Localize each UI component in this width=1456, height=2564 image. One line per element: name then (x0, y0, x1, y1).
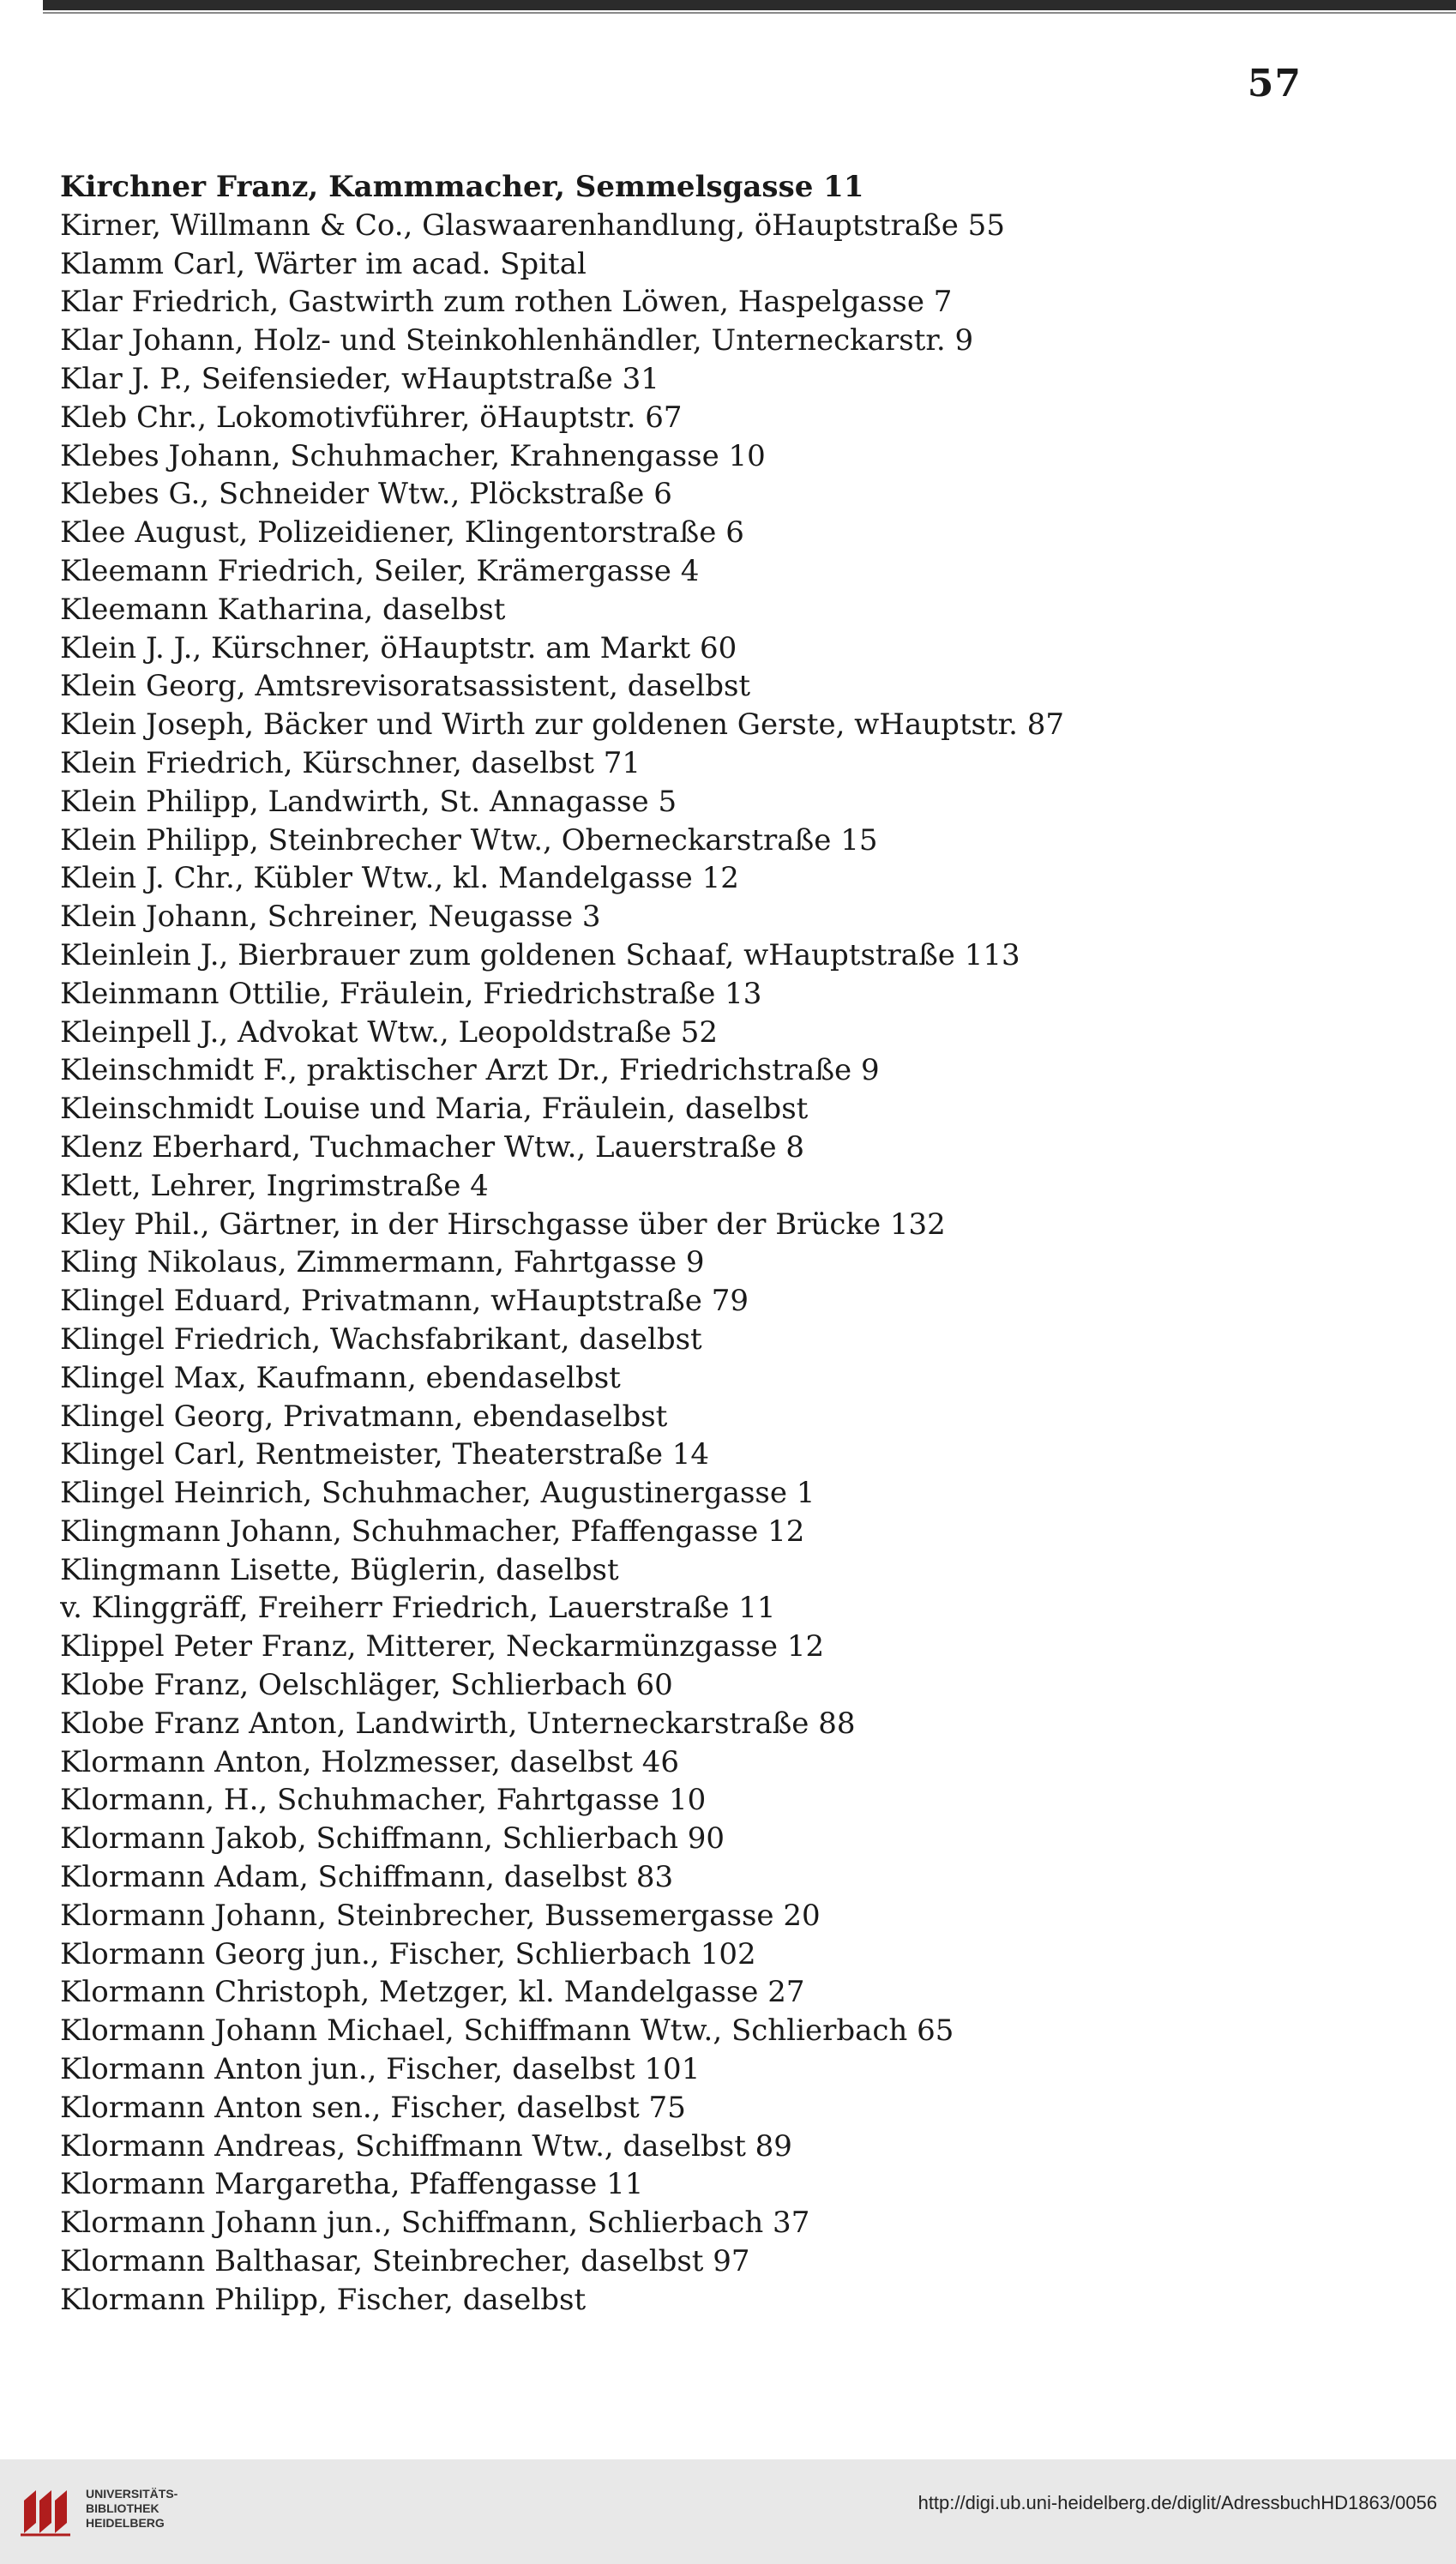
directory-entry: Klein Joseph, Bäcker und Wirth zur goldenen Gerste, wHauptstr. 87 (60, 707, 1065, 743)
directory-entry-list (60, 168, 1398, 2320)
library-logo-icon[interactable] (15, 2482, 75, 2542)
directory-entry: Klein Georg, Amtsrevisoratsassistent, daselbst (60, 669, 751, 704)
directory-entry: Klobe Franz Anton, Landwirth, Unterneckarstraße 88 (60, 1706, 856, 1741)
directory-entry: Klett, Lehrer, Ingrimstraße 4 (60, 1168, 489, 1203)
directory-entry: Klormann Adam, Schiffmann, daselbst 83 (60, 1860, 674, 1895)
directory-entry: Klein Johann, Schreiner, Neugasse 3 (60, 900, 601, 935)
directory-entry: Klamm Carl, Wärter im acad. Spital (60, 246, 587, 281)
directory-entry: Kirner, Willmann & Co., Glaswaarenhandlung, öHauptstraße 55 (60, 208, 1005, 243)
directory-entry: Klormann Johann Michael, Schiffmann Wtw., Schlierbach 65 (60, 2013, 954, 2049)
directory-entry: v. Klinggräff, Freiherr Friedrich, Lauerstraße 11 (60, 1591, 776, 1626)
directory-entry: Klein J. Chr., Kübler Wtw., kl. Mandelgasse 12 (60, 861, 739, 896)
directory-entry: Klenz Eberhard, Tuchmacher Wtw., Lauerstraße 8 (60, 1129, 805, 1165)
directory-entry: Klormann Jakob, Schiffmann, Schlierbach 90 (60, 1821, 725, 1857)
directory-entry: Klormann Balthasar, Steinbrecher, daselbst 97 (60, 2244, 750, 2279)
directory-entry: Kleb Chr., Lokomotivführer, öHauptstr. 67 (60, 400, 683, 435)
library-name (86, 2487, 177, 2531)
top-border-rule (43, 0, 1456, 10)
directory-entry: Klormann Andreas, Schiffmann Wtw., daselbst 89 (60, 2128, 792, 2164)
directory-entry: Klormann Philipp, Fischer, daselbst (60, 2282, 587, 2317)
library-name-line-3: HEIDELBERG (86, 2516, 165, 2530)
directory-entry: Klebes Johann, Schuhmacher, Krahnengasse 10 (60, 438, 766, 473)
directory-entry: Kleinlein J., Bierbrauer zum goldenen Schaaf, wHauptstraße 113 (60, 937, 1020, 972)
directory-entry: Klar J. P., Seifensieder, wHauptstraße 31 (60, 361, 659, 396)
directory-entry: Klingel Heinrich, Schuhmacher, Augustinergasse 1 (60, 1476, 815, 1511)
directory-entry: Kling Nikolaus, Zimmermann, Fahrtgasse 9 (60, 1245, 705, 1280)
directory-entry: Klormann Johann jun., Schiffmann, Schlierbach 37 (60, 2206, 810, 2241)
directory-entry: Klingmann Johann, Schuhmacher, Pfaffengasse 12 (60, 1514, 805, 1549)
directory-entry: Kirchner Franz, Kammmacher, Semmelsgasse 11 (60, 170, 864, 204)
directory-entry: Kleinmann Ottilie, Fräulein, Friedrichstraße 13 (60, 976, 762, 1011)
page-number: 57 (1247, 62, 1302, 105)
directory-entry: Klebes G., Schneider Wtw., Plöckstraße 6 (60, 477, 672, 512)
directory-entry: Klein Friedrich, Kürschner, daselbst 71 (60, 745, 641, 780)
directory-entry: Klein Philipp, Steinbrecher Wtw., Oberneckarstraße 15 (60, 822, 878, 858)
directory-entry: Klormann Christoph, Metzger, kl. Mandelgasse 27 (60, 1975, 805, 2010)
source-url-link[interactable]: http://digi.ub.uni-heidelberg.de/diglit/AdressbuchHD1863/0056 (918, 2492, 1437, 2513)
directory-entry: Klein Philipp, Landwirth, St. Annagasse 5 (60, 784, 677, 819)
directory-entry: Kleemann Katharina, daselbst (60, 592, 506, 627)
directory-entry: Klormann Anton jun., Fischer, daselbst 101 (60, 2052, 701, 2087)
directory-entry: Kleinpell J., Advokat Wtw., Leopoldstraße 52 (60, 1014, 719, 1050)
directory-entry: Klormann Johann, Steinbrecher, Bussemergasse 20 (60, 1898, 821, 1933)
directory-entry: Klobe Franz, Oelschläger, Schlierbach 60 (60, 1668, 673, 1703)
directory-entry: Klingmann Lisette, Büglerin, daselbst (60, 1552, 619, 1587)
directory-entry: Kley Phil., Gärtner, in der Hirschgasse über der Brücke 132 (60, 1207, 946, 1242)
directory-entry: Klormann Anton sen., Fischer, daselbst 75 (60, 2090, 686, 2125)
directory-entry: Klormann Georg jun., Fischer, Schlierbach 102 (60, 1936, 756, 1971)
directory-entry: Kleinschmidt Louise und Maria, Fräulein, daselbst (60, 1092, 809, 1127)
directory-entry: Klingel Friedrich, Wachsfabrikant, daselbst (60, 1321, 702, 1357)
library-name-line-1: UNIVERSITÄTS- (86, 2487, 178, 2501)
directory-entry: Kleinschmidt F., praktischer Arzt Dr., Friedrichstraße 9 (60, 1053, 880, 1088)
directory-entry: Klein J. J., Kürschner, öHauptstr. am Markt 60 (60, 630, 737, 665)
directory-entry: Klingel Carl, Rentmeister, Theaterstraße 14 (60, 1437, 710, 1472)
directory-entry: Klar Friedrich, Gastwirth zum rothen Löwen, Haspelgasse 7 (60, 285, 953, 320)
directory-entry: Klingel Max, Kaufmann, ebendaselbst (60, 1360, 621, 1395)
directory-entry: Klippel Peter Franz, Mitterer, Neckarmünzgasse 12 (60, 1629, 825, 1664)
directory-entry: Klormann, H., Schuhmacher, Fahrtgasse 10 (60, 1783, 707, 1818)
directory-entry: Klingel Eduard, Privatmann, wHauptstraße 79 (60, 1284, 749, 1319)
directory-entry: Klingel Georg, Privatmann, ebendaselbst (60, 1399, 668, 1434)
footer-bar (0, 2459, 1456, 2564)
directory-entry: Klormann Anton, Holzmesser, daselbst 46 (60, 1744, 680, 1779)
directory-entry: Klar Johann, Holz- und Steinkohlenhändler, Unterneckarstr. 9 (60, 323, 974, 358)
library-name-line-2: BIBLIOTHEK (86, 2501, 159, 2515)
directory-entry: Klee August, Polizeidiener, Klingentorstraße 6 (60, 515, 744, 551)
top-border-thin-rule (43, 12, 1456, 14)
directory-entry: Klormann Margaretha, Pfaffengasse 11 (60, 2167, 644, 2202)
directory-entry: Kleemann Friedrich, Seiler, Krämergasse 4 (60, 553, 700, 588)
